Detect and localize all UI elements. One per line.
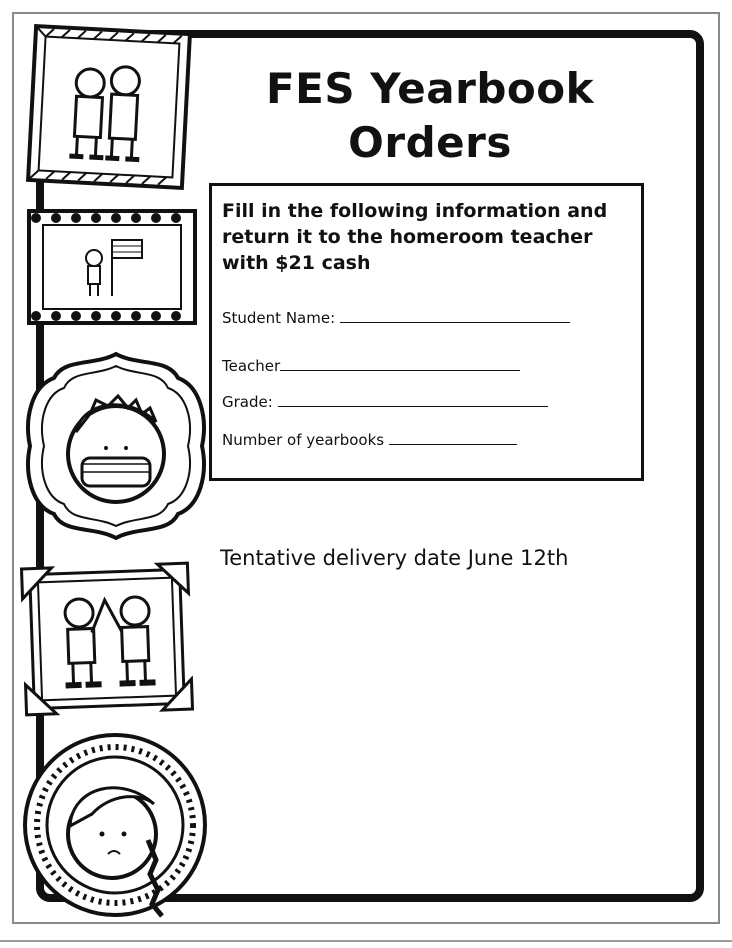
teacher-blank[interactable] [280, 356, 520, 371]
student-name-field [222, 308, 570, 327]
student-name-blank[interactable] [340, 308, 570, 323]
grade-field [222, 392, 548, 411]
number-of-yearbooks-blank[interactable] [389, 430, 517, 445]
title-line-1: FES Yearbook [265, 64, 595, 113]
number-of-yearbooks-label: Number of yearbooks [222, 431, 389, 449]
order-info-box [209, 183, 644, 481]
teacher-label: Teacher [222, 357, 281, 375]
page-divider [0, 940, 732, 942]
teacher-field [222, 356, 520, 375]
delivery-date-note: Tentative delivery date June 12th [220, 546, 569, 570]
high-five-kids-clipart [18, 560, 196, 718]
student-name-label: Student Name: [222, 309, 340, 327]
flag-kid-clipart [26, 208, 198, 326]
grade-blank[interactable] [278, 392, 548, 407]
number-of-yearbooks-field [222, 430, 517, 449]
masked-boy-clipart [18, 348, 214, 544]
kids-photo-clipart [24, 22, 194, 192]
girl-portrait-clipart [20, 730, 210, 920]
grade-label: Grade: [222, 393, 278, 411]
page-title [230, 62, 630, 170]
title-line-2: Orders [348, 118, 512, 167]
instructions-text: Fill in the following information and return it to the homeroom teacher with $21 cash [222, 200, 608, 274]
